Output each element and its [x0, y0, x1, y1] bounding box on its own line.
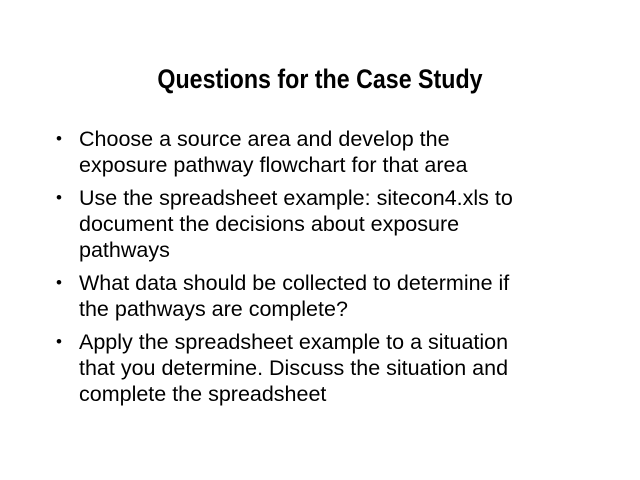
- bullet-icon: •: [56, 129, 62, 148]
- bullet-item: [56, 185, 616, 263]
- bullet-line: Choose a source area and develop the: [79, 127, 450, 151]
- bullet-list: [56, 126, 616, 414]
- bullet-icon: •: [56, 332, 62, 351]
- bullet-item: [56, 329, 616, 407]
- bullet-line: exposure pathway flowchart for that area: [79, 153, 468, 177]
- bullet-line: the pathways are complete?: [79, 297, 348, 321]
- bullet-icon: •: [56, 273, 62, 292]
- bullet-item: [56, 270, 616, 322]
- bullet-item: [56, 126, 616, 178]
- bullet-icon: •: [56, 188, 62, 207]
- bullet-line: complete the spreadsheet: [79, 382, 327, 406]
- bullet-line: pathways: [79, 238, 170, 262]
- slide-title: Questions for the Case Study: [157, 64, 483, 94]
- bullet-line: Apply the spreadsheet example to a situation: [79, 330, 509, 354]
- bullet-line: document the decisions about exposure: [79, 212, 460, 236]
- bullet-line: What data should be collected to determine if: [79, 271, 510, 295]
- bullet-line: that you determine. Discuss the situation and: [79, 356, 509, 380]
- bullet-line: Use the spreadsheet example: sitecon4.xls to: [79, 186, 513, 210]
